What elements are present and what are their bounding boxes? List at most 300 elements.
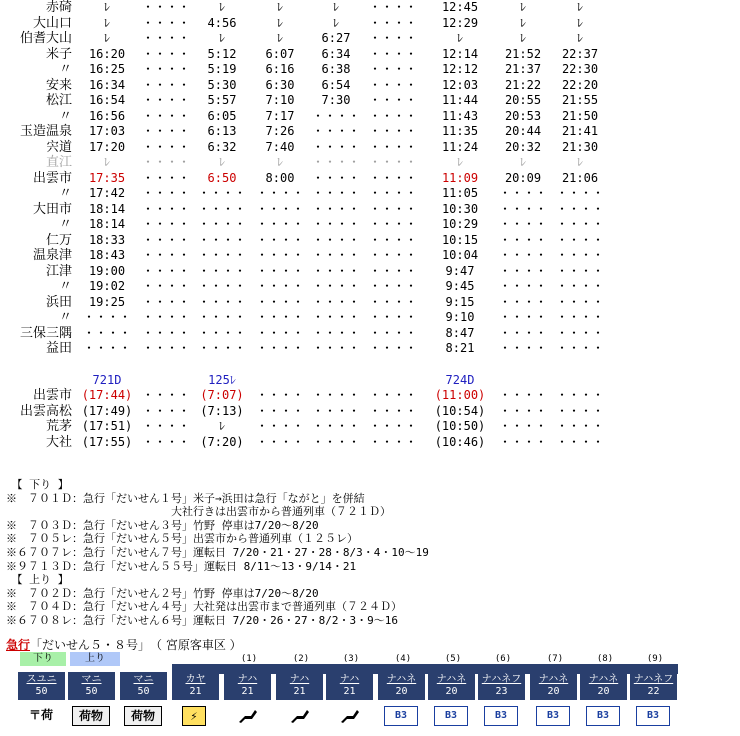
car-number: (5) (444, 654, 462, 664)
timetable-row (0, 186, 612, 202)
time-cell: ﾚ (576, 155, 583, 170)
car-series: 20 (395, 686, 408, 697)
station-name: 米子 (45, 46, 72, 62)
time-cell: 16:34 (88, 77, 126, 92)
time-cell: ﾚ (332, 0, 339, 15)
time-cell: (7:13) (200, 403, 244, 418)
time-cell: ・・・・ (311, 139, 360, 154)
note-line: ※ ７０２Ｄ：急行「だいせん２号」竹野 停車は7/20～8/20 (6, 586, 319, 600)
time-cell: 11:43 (441, 108, 479, 123)
time-cell: ・・・・ (197, 341, 246, 356)
car-number: (3) (342, 654, 360, 664)
time-cell: ・・・・ (311, 325, 360, 340)
time-cell: 18:14 (88, 217, 126, 232)
car-type: スユニ (26, 674, 57, 685)
time-cell: 7:40 (265, 139, 295, 154)
car-type: ナハネ (588, 674, 619, 685)
time-cell: ・・・・ (368, 232, 417, 247)
car-number: (4) (394, 654, 412, 664)
time-cell: ・・・・ (555, 217, 604, 232)
time-cell: ﾚ (456, 155, 463, 170)
time-cell: ﾚ (103, 31, 110, 46)
note-line: ※ ７０４Ｄ：急行「だいせん４号」大社発は出雲市まで普通列車（７２４Ｄ） (6, 600, 402, 614)
time-cell: ・・・・ (555, 403, 604, 418)
time-cell: ・・・・ (141, 170, 190, 185)
time-cell: ﾚ (519, 31, 526, 46)
time-cell: ・・・・ (498, 232, 547, 247)
time-cell: ・・・・ (255, 248, 304, 263)
time-cell: 9:10 (445, 310, 475, 325)
timetable-row (0, 264, 612, 280)
branch-train-number (498, 373, 548, 389)
car-number: (9) (646, 654, 664, 664)
time-cell: 16:54 (88, 93, 126, 108)
time-cell: 4:56 (207, 15, 237, 30)
time-cell: ・・・・ (311, 263, 360, 278)
timetable-row (0, 310, 612, 326)
time-cell: 20:44 (504, 124, 542, 139)
time-cell: ・・・・ (255, 325, 304, 340)
note-line: 【 下り 】 (6, 478, 69, 491)
time-cell: (17:49) (81, 403, 133, 418)
time-cell: ・・・・ (368, 403, 417, 418)
time-cell: ・・・・ (555, 263, 604, 278)
branch-train-number (140, 373, 192, 389)
time-cell: ・・・・ (311, 124, 360, 139)
station-name: 〃 (58, 279, 72, 295)
car-series: 20 (597, 686, 610, 697)
time-cell: 5:30 (207, 77, 237, 92)
time-cell: ﾚ (332, 15, 339, 30)
down-direction-label: 下り (20, 652, 66, 666)
time-cell: ・・・・ (255, 403, 304, 418)
time-cell: ・・・・ (498, 434, 547, 449)
branch-train-number (252, 373, 308, 389)
time-cell: ﾚ (218, 0, 225, 15)
time-cell: ・・・・ (368, 15, 417, 30)
note-line: 【 上り 】 (6, 573, 69, 587)
time-cell: ・・・・ (141, 279, 190, 294)
time-cell: ﾚ (276, 155, 283, 170)
time-cell: ・・・・ (197, 310, 246, 325)
train-notes (6, 478, 429, 628)
time-cell: ﾚ (103, 15, 110, 30)
note-line: ※９７１３Ｄ：急行「だいせん５５号」運転日 8/11～13・9/14・21 (6, 559, 357, 573)
up-direction-label: 上り (70, 652, 120, 666)
car-series: 21 (343, 686, 356, 697)
time-cell: 12:03 (441, 77, 479, 92)
time-cell: ・・・・ (197, 201, 246, 216)
time-cell: ・・・・ (368, 310, 417, 325)
time-cell: 12:14 (441, 46, 479, 61)
time-cell: ・・・・ (255, 310, 304, 325)
timetable-row (0, 419, 612, 435)
station-name: 浜田 (45, 294, 72, 310)
time-cell: 5:57 (207, 93, 237, 108)
time-cell: 8:47 (445, 325, 475, 340)
station-name: 〃 (58, 217, 72, 233)
station-name: 大田市 (32, 201, 72, 217)
time-cell: ・・・・ (555, 294, 604, 309)
time-cell: 21:55 (561, 93, 599, 108)
time-cell: ・・・・ (141, 155, 190, 170)
time-cell: ・・・・ (311, 201, 360, 216)
seat-icon (286, 706, 312, 726)
time-cell: ・・・・ (141, 15, 190, 30)
time-cell: ・・・・ (368, 263, 417, 278)
time-cell: ・・・・ (555, 325, 604, 340)
timetable-row (0, 171, 612, 187)
time-cell: 19:00 (88, 263, 126, 278)
time-cell: ﾚ (276, 31, 283, 46)
time-cell: ・・・・ (311, 155, 360, 170)
timetable-row (0, 435, 612, 451)
time-cell: ﾚ (103, 155, 110, 170)
time-cell: 21:22 (504, 77, 542, 92)
b3-sleeper-icon: B3 (636, 706, 670, 726)
time-cell: ・・・・ (498, 279, 547, 294)
station-name: 直江 (45, 155, 72, 171)
car-type: カヤ (185, 674, 206, 685)
car-block (530, 672, 577, 700)
station-name: 江津 (45, 263, 72, 279)
car-series: 50 (35, 686, 48, 697)
time-cell: ・・・・ (311, 232, 360, 247)
time-cell: ・・・・ (368, 139, 417, 154)
time-cell: ・・・・ (197, 232, 246, 247)
time-cell: ・・・・ (197, 248, 246, 263)
time-cell: ・・・・ (498, 294, 547, 309)
express-label: 急行 (6, 638, 31, 652)
time-cell: 21:37 (504, 62, 542, 77)
note-line: 大社行きは出雲市から普通列車（７２１Ｄ） (6, 505, 391, 519)
time-cell: ・・・・ (141, 93, 190, 108)
time-cell: ・・・・ (255, 419, 304, 434)
timetable-row (0, 140, 612, 156)
time-cell: ・・・・ (555, 419, 604, 434)
timetable-row (0, 31, 612, 47)
time-cell: 22:37 (561, 46, 599, 61)
time-cell: ・・・・ (197, 217, 246, 232)
time-cell: 17:03 (88, 124, 126, 139)
time-cell: 9:15 (445, 294, 475, 309)
time-cell: 11:05 (441, 186, 479, 201)
car-block (580, 672, 627, 700)
time-cell: ・・・・ (368, 201, 417, 216)
station-name: 出雲市 (32, 388, 72, 404)
car-type: マニ (133, 674, 154, 685)
time-cell: ・・・・ (311, 170, 360, 185)
car-block (478, 672, 525, 700)
time-cell: 11:24 (441, 139, 479, 154)
station-name: 〃 (58, 62, 72, 78)
b3-sleeper-icon: B3 (586, 706, 620, 726)
branch-train-number: 125ﾚ (208, 372, 236, 387)
time-cell: ・・・・ (555, 248, 604, 263)
car-block (224, 672, 271, 700)
time-cell: ・・・・ (555, 310, 604, 325)
time-cell: (10:46) (434, 434, 486, 449)
time-cell: ﾚ (218, 31, 225, 46)
time-cell: 6:07 (265, 46, 295, 61)
station-name: 益田 (45, 341, 72, 357)
time-cell: 20:32 (504, 139, 542, 154)
station-name: 安来 (45, 77, 72, 93)
timetable-row (0, 109, 612, 125)
time-cell: ・・・・ (311, 217, 360, 232)
time-cell: ・・・・ (498, 201, 547, 216)
time-cell: ・・・・ (368, 155, 417, 170)
time-cell: ・・・・ (368, 77, 417, 92)
time-cell: ・・・・ (498, 248, 547, 263)
time-cell: ﾚ (519, 15, 526, 30)
station-name: 〃 (58, 186, 72, 202)
time-cell: ・・・・ (311, 186, 360, 201)
time-cell: ・・・・ (368, 62, 417, 77)
time-cell: 12:29 (441, 15, 479, 30)
time-cell: ﾚ (218, 155, 225, 170)
time-cell: ・・・・ (368, 0, 417, 15)
time-cell: 6:16 (265, 62, 295, 77)
time-cell: ・・・・ (498, 263, 547, 278)
timetable-row (0, 233, 612, 249)
station-name: 〃 (58, 108, 72, 124)
station-name: 赤碕 (45, 0, 72, 16)
time-cell: ・・・・ (255, 232, 304, 247)
car-series: 20 (445, 686, 458, 697)
depot-name: （ 宮原客車区 ） (156, 638, 242, 652)
timetable-row (0, 217, 612, 233)
mail-baggage-icon: 〒荷 (22, 706, 60, 726)
generator-icon: ⚡ (182, 706, 206, 726)
car-series: 22 (647, 686, 660, 697)
station-name: 出雲高松 (19, 403, 72, 419)
car-block (172, 672, 219, 700)
branch-train-number (308, 373, 364, 389)
train-name: 「だいせん５・８号」 (30, 638, 145, 652)
time-cell: 6:27 (321, 31, 351, 46)
time-cell: 10:30 (441, 201, 479, 216)
time-cell: ・・・・ (141, 0, 190, 15)
timetable-row (0, 248, 612, 264)
note-line: ※ ７０１Ｄ：急行「だいせん１号」米子→浜田は急行「ながと」を併結 (6, 491, 365, 505)
time-cell: ・・・・ (368, 186, 417, 201)
time-cell: 7:17 (265, 108, 295, 123)
branch-train-number (364, 373, 422, 389)
time-cell: ・・・・ (368, 170, 417, 185)
car-number: (6) (494, 654, 512, 664)
branch-train-number: 721D (92, 372, 122, 387)
time-cell: ・・・・ (255, 434, 304, 449)
time-cell: (7:07) (200, 388, 244, 403)
time-cell: 5:19 (207, 62, 237, 77)
time-cell: ・・・・ (498, 419, 547, 434)
timetable-row (0, 62, 612, 78)
time-cell: 10:15 (441, 232, 479, 247)
station-name: 荒茅 (45, 419, 72, 435)
time-cell: ﾚ (576, 15, 583, 30)
time-cell: 17:42 (88, 186, 126, 201)
car-block (630, 672, 677, 700)
time-cell: ・・・・ (255, 388, 304, 403)
time-cell: ・・・・ (82, 310, 131, 325)
time-cell: ・・・・ (498, 217, 547, 232)
time-cell: (17:44) (81, 388, 133, 403)
time-cell: 18:43 (88, 248, 126, 263)
time-cell: ・・・・ (197, 294, 246, 309)
time-cell: ・・・・ (311, 434, 360, 449)
time-cell: ・・・・ (141, 31, 190, 46)
time-cell: 9:47 (445, 263, 475, 278)
time-cell: ・・・・ (255, 279, 304, 294)
car-series: 20 (547, 686, 560, 697)
timetable-row (0, 341, 612, 357)
time-cell: ・・・・ (555, 279, 604, 294)
time-cell: ・・・・ (141, 388, 190, 403)
seat-icon (234, 706, 260, 726)
car-block (68, 672, 115, 700)
car-block (276, 672, 323, 700)
station-name: 三保三隅 (19, 325, 72, 341)
time-cell: ・・・・ (498, 388, 547, 403)
time-cell: 18:33 (88, 232, 126, 247)
car-number: (2) (292, 654, 310, 664)
time-cell: ・・・・ (141, 310, 190, 325)
time-cell: ・・・・ (555, 341, 604, 356)
time-cell: ﾚ (576, 31, 583, 46)
time-cell: 21:06 (561, 170, 599, 185)
time-cell: ・・・・ (498, 325, 547, 340)
station-name: 大社 (45, 434, 72, 450)
time-cell: ・・・・ (141, 341, 190, 356)
timetable-row (0, 279, 612, 295)
time-cell: ・・・・ (255, 294, 304, 309)
car-type: ナハネ (386, 674, 417, 685)
b3-sleeper-icon: B3 (484, 706, 518, 726)
car-type: ナハネフ (633, 674, 674, 685)
time-cell: ・・・・ (82, 325, 131, 340)
time-cell: ・・・・ (255, 217, 304, 232)
time-cell: ・・・・ (555, 388, 604, 403)
time-cell: ・・・・ (141, 139, 190, 154)
time-cell: 16:56 (88, 108, 126, 123)
car-type: ナハネ (436, 674, 467, 685)
note-line: ※６７０７レ：急行「だいせん７号」運転日 7/20・21・27・28・8/3・4・10～19 (6, 545, 429, 559)
time-cell: ﾚ (276, 15, 283, 30)
seat-icon (336, 706, 362, 726)
time-cell: ・・・・ (555, 232, 604, 247)
timetable-row (0, 404, 612, 420)
time-cell: 5:12 (207, 46, 237, 61)
time-cell: ・・・・ (368, 419, 417, 434)
time-cell: 7:10 (265, 93, 295, 108)
time-cell: ・・・・ (368, 93, 417, 108)
time-cell: 20:55 (504, 93, 542, 108)
timetable-row (0, 16, 612, 32)
time-cell: ﾚ (103, 0, 110, 15)
station-name: 仁万 (45, 232, 72, 248)
b3-sleeper-icon: B3 (384, 706, 418, 726)
time-cell: 6:34 (321, 46, 351, 61)
time-cell: ﾚ (519, 0, 526, 15)
time-cell: 6:54 (321, 77, 351, 92)
time-cell: 22:20 (561, 77, 599, 92)
time-cell: ・・・・ (498, 403, 547, 418)
time-cell: 11:35 (441, 124, 479, 139)
time-cell: ﾚ (276, 0, 283, 15)
time-cell: ・・・・ (141, 232, 190, 247)
time-cell: 6:05 (207, 108, 237, 123)
time-cell: (11:00) (434, 388, 486, 403)
time-cell: 19:02 (88, 279, 126, 294)
car-block (326, 672, 373, 700)
time-cell: ・・・・ (368, 388, 417, 403)
car-series: 23 (495, 686, 508, 697)
timetable-row (0, 47, 612, 63)
time-cell: ・・・・ (311, 248, 360, 263)
time-cell: ・・・・ (368, 434, 417, 449)
time-cell: 16:20 (88, 46, 126, 61)
branch-header-row (0, 373, 612, 389)
time-cell: ・・・・ (255, 186, 304, 201)
branch-train-number (548, 373, 612, 389)
time-cell: 6:38 (321, 62, 351, 77)
time-cell: ・・・・ (311, 279, 360, 294)
time-cell: ・・・・ (82, 341, 131, 356)
car-series: 21 (189, 686, 202, 697)
car-block (18, 672, 65, 700)
time-cell: 7:26 (265, 124, 295, 139)
spacer-row (0, 357, 612, 373)
time-cell: ・・・・ (141, 124, 190, 139)
time-cell: ・・・・ (311, 403, 360, 418)
timetable-row (0, 295, 612, 311)
time-cell: 8:00 (265, 170, 295, 185)
time-cell: ・・・・ (141, 294, 190, 309)
b3-sleeper-icon: B3 (434, 706, 468, 726)
time-cell: 7:30 (321, 93, 351, 108)
car-series: 50 (137, 686, 150, 697)
time-cell: ・・・・ (197, 186, 246, 201)
time-cell: (10:50) (434, 419, 486, 434)
time-cell: ・・・・ (197, 279, 246, 294)
car-type: ナハネ (538, 674, 569, 685)
timetable-row (0, 155, 612, 171)
time-cell: 9:45 (445, 279, 475, 294)
car-number: (8) (596, 654, 614, 664)
time-cell: ・・・・ (197, 263, 246, 278)
timetable-row (0, 78, 612, 94)
formation-header (6, 636, 242, 653)
time-cell: ・・・・ (311, 388, 360, 403)
time-cell: ・・・・ (311, 108, 360, 123)
time-cell: ・・・・ (255, 201, 304, 216)
time-cell: ・・・・ (141, 403, 190, 418)
time-cell: ・・・・ (141, 434, 190, 449)
time-cell: ・・・・ (311, 341, 360, 356)
time-cell: 17:20 (88, 139, 126, 154)
timetable-row (0, 0, 612, 16)
baggage-icon: 荷物 (72, 706, 110, 726)
time-cell: ・・・・ (141, 108, 190, 123)
time-cell: ・・・・ (555, 434, 604, 449)
car-block (378, 672, 425, 700)
timetable-row (0, 124, 612, 140)
time-cell: ・・・・ (368, 294, 417, 309)
time-cell: 22:30 (561, 62, 599, 77)
station-name: 出雲市 (32, 170, 72, 186)
note-line: ※６７０８レ：急行「だいせん６号」運転日 7/20・26・27・8/2・3・9～16 (6, 613, 398, 627)
